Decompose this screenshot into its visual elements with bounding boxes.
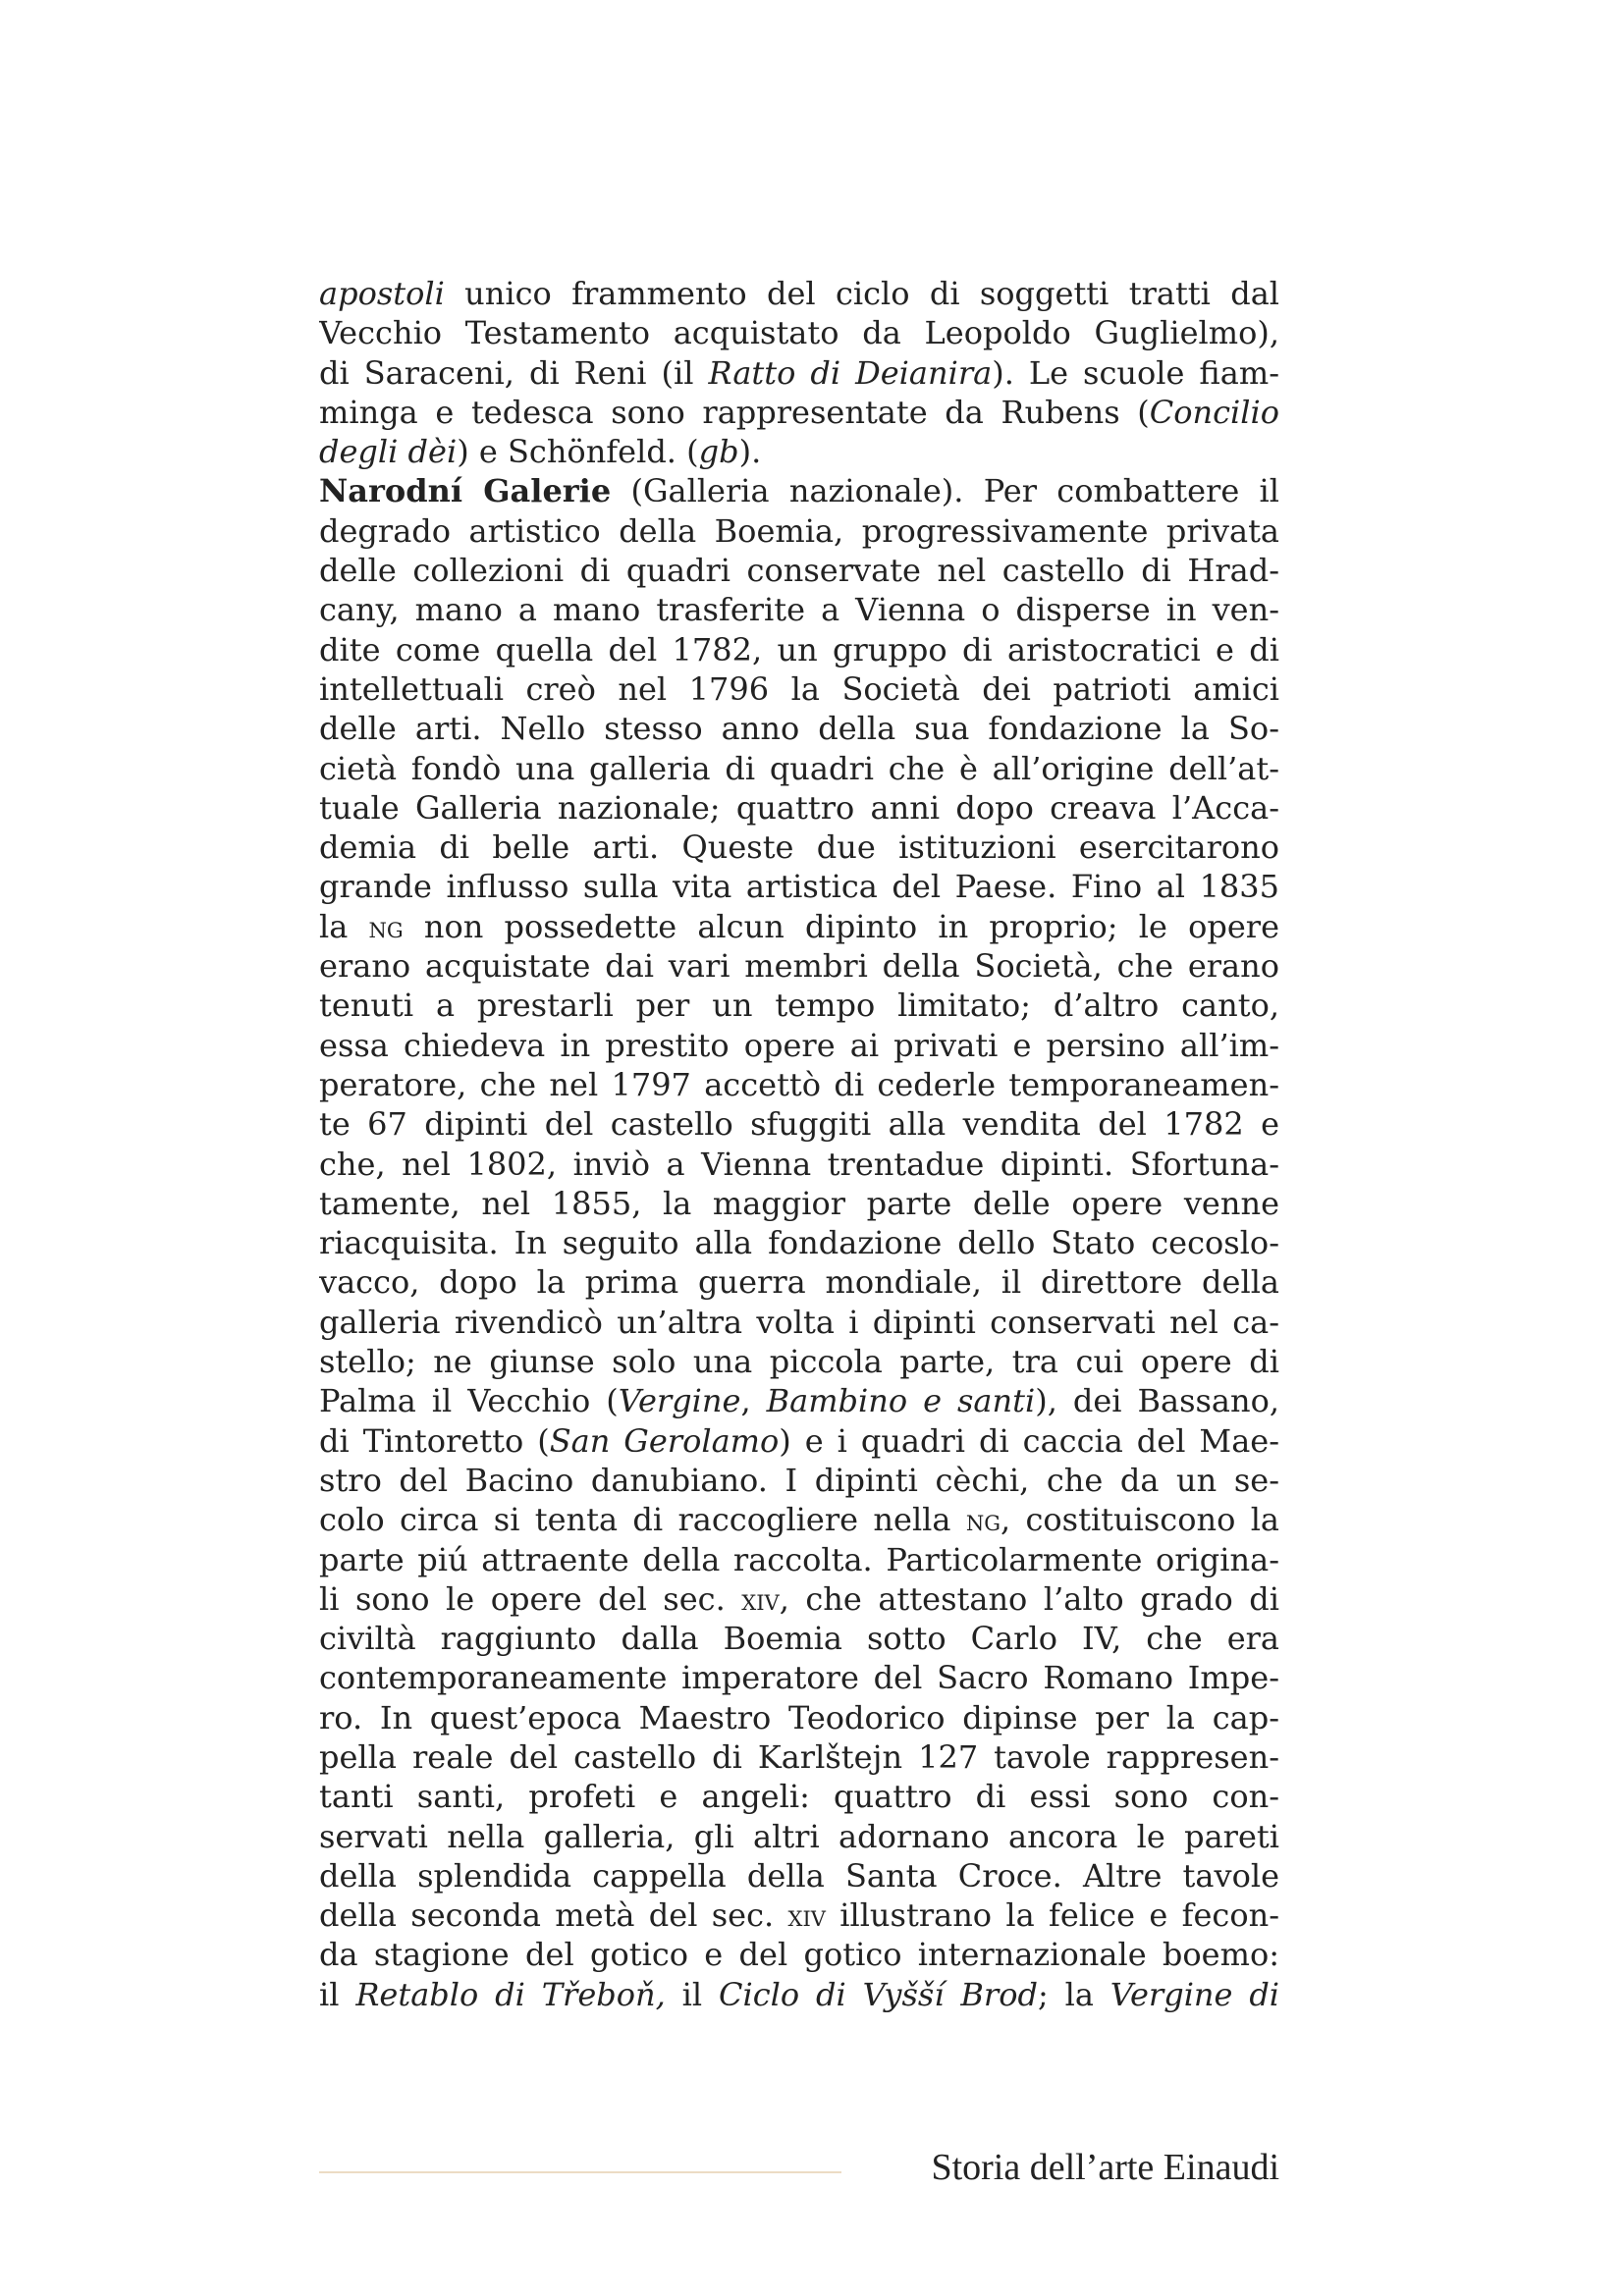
text-line [319, 1500, 1279, 1539]
text-line [319, 1698, 1279, 1737]
text-run: il [319, 1975, 356, 2013]
text-line [319, 1540, 1279, 1579]
text-line [319, 1935, 1279, 1974]
text-line [319, 630, 1279, 669]
text-run: minga e tedesca sono rappresentate da Rubens ( [319, 393, 1150, 431]
text-run: te 67 dipinti del castello sfuggiti alla vendita del 1782 e [319, 1105, 1279, 1144]
text-run: galleria rivendicò un’altra volta i dipinti conservati nel ca- [319, 1303, 1279, 1341]
text-run: cietà fondò una galleria di quadri che è all’origine dell’at- [319, 749, 1279, 787]
text-line [319, 867, 1279, 906]
text-line [319, 669, 1279, 709]
text-run: tenuti a prestarli per un tempo limitato; d’altro canto, [319, 987, 1279, 1025]
italic-title: San Gerolamo [549, 1421, 780, 1460]
italic-title: gb [698, 433, 739, 471]
text-run: contemporaneamente imperatore del Sacro Romano Impe- [319, 1659, 1279, 1697]
text-line [319, 1461, 1279, 1500]
italic-title: Vergine [618, 1382, 741, 1420]
text-run: , che attestano l’alto grado di [779, 1579, 1279, 1618]
text-run: , costituiscono la [1000, 1501, 1279, 1539]
text-run: demia di belle arti. Queste due istituzioni esercitarono [319, 828, 1279, 867]
text-run: Palma il Vecchio ( [319, 1382, 619, 1420]
entry-heading: Narodní Galerie [319, 472, 612, 510]
text-line [319, 749, 1279, 788]
text-line [319, 1896, 1279, 1935]
text-run: , [740, 1382, 767, 1420]
italic-title: Ciclo di Vyšší Brod [719, 1975, 1038, 2013]
text-line [319, 393, 1279, 432]
text-line [319, 1104, 1279, 1144]
text-run: della seconda metà del sec. [319, 1896, 788, 1935]
italic-title: Concilio [1149, 393, 1279, 431]
italic-title: apostoli [319, 275, 445, 312]
italic-title: Bambino e santi [766, 1382, 1036, 1420]
text-run: ). Le scuole fiam- [992, 353, 1279, 392]
text-line [319, 1421, 1279, 1461]
text-line [319, 1381, 1279, 1420]
text-line [319, 432, 1279, 471]
text-run: riacquisita. In seguito alla fondazione dello Stato cecoslo- [319, 1224, 1279, 1262]
text-line [319, 313, 1279, 352]
text-line [319, 1342, 1279, 1381]
text-run: la [319, 907, 369, 945]
text-line [319, 1065, 1279, 1104]
italic-title: Retablo di Třeboň, [355, 1975, 666, 2013]
text-run: dite come quella del 1782, un gruppo di aristocratici e di [319, 630, 1279, 668]
text-run: delle collezioni di quadri conservate nel castello di Hrad- [319, 552, 1279, 590]
text-line [319, 353, 1279, 393]
text-run: intellettuali creò nel 1796 la Società dei patrioti amici [319, 669, 1279, 708]
small-caps-abbrev: ng [368, 910, 404, 944]
footer-rule [319, 2171, 841, 2173]
text-run: servati nella galleria, gli altri adornano ancora le pareti [319, 1817, 1279, 1855]
text-run: unico frammento del ciclo di soggetti tratti dal [444, 275, 1279, 312]
page-body [319, 274, 1279, 2014]
text-run: ; la [1037, 1975, 1110, 2013]
text-line [319, 1223, 1279, 1262]
text-run: tuale Galleria nazionale; quattro anni dopo creava l’Acca- [319, 788, 1279, 827]
text-line [319, 1262, 1279, 1302]
text-line [319, 551, 1279, 590]
text-run: essa chiedeva in prestito opere ai privati e persino all’im- [319, 1026, 1279, 1064]
text-line [319, 1975, 1279, 2014]
text-run: stro del Bacino danubiano. I dipinti cèchi, che da un se- [319, 1461, 1279, 1499]
text-run: il [665, 1975, 720, 2013]
text-line [319, 1145, 1279, 1184]
text-line [319, 590, 1279, 629]
text-run: vacco, dopo la prima guerra mondiale, il direttore della [319, 1263, 1279, 1302]
text-line [319, 1817, 1279, 1856]
text-run: di Tintoretto ( [319, 1421, 550, 1460]
text-line [319, 274, 1279, 313]
text-run: delle arti. Nello stesso anno della sua fondazione la So- [319, 710, 1279, 748]
text-run: ), dei Bassano, [1035, 1382, 1279, 1420]
text-line [319, 1777, 1279, 1816]
text-line [319, 1856, 1279, 1896]
text-run: stello; ne giunse solo una piccola parte, tra cui opere di [319, 1343, 1279, 1381]
text-run: grande influsso sulla vita artistica del Paese. Fino al 1835 [319, 868, 1279, 906]
italic-title: Vergine di [1109, 1975, 1279, 2013]
text-line [319, 907, 1279, 946]
text-run: cany, mano a mano trasferite a Vienna o disperse in ven- [319, 591, 1279, 629]
text-run: tamente, nel 1855, la maggior parte delle opere venne [319, 1184, 1279, 1222]
text-line [319, 1026, 1279, 1065]
paragraph-narodni-galerie [319, 471, 1279, 2014]
text-line [319, 1658, 1279, 1697]
text-run: degrado artistico della Boemia, progressivamente privata [319, 511, 1279, 550]
text-line [319, 511, 1279, 551]
text-line [319, 1303, 1279, 1342]
text-run: da stagione del gotico e del gotico internazionale boemo: [319, 1936, 1279, 1974]
text-run: erano acquistate dai vari membri della Società, che erano [319, 947, 1279, 986]
text-line [319, 946, 1279, 986]
text-line [319, 471, 1279, 510]
text-line [319, 1579, 1279, 1619]
italic-title: degli dèi [319, 433, 458, 471]
footer-title: Storia dell’arte Einaudi [931, 2147, 1279, 2188]
text-run: pella reale del castello di Karlštejn 127 tavole rappresen- [319, 1737, 1279, 1776]
text-run: ro. In quest’epoca Maestro Teodorico dipinse per la cap- [319, 1698, 1279, 1736]
text-run: che, nel 1802, inviò a Vienna trentadue dipinti. Sfortuna- [319, 1145, 1279, 1183]
text-line [319, 709, 1279, 748]
text-run: colo circa si tenta di raccogliere nella [319, 1501, 966, 1539]
italic-title: Ratto di Deianira [708, 353, 993, 392]
text-line [319, 1184, 1279, 1223]
text-run: tanti santi, profeti e angeli: quattro di essi sono con- [319, 1778, 1279, 1816]
text-run: parte piú attraente della raccolta. Particolarmente origina- [319, 1540, 1279, 1578]
paragraph-collections-end [319, 274, 1279, 471]
small-caps-abbrev: xiv [787, 1899, 826, 1934]
text-line [319, 788, 1279, 828]
text-run: (Galleria nazionale). Per combattere il [611, 472, 1279, 510]
text-run: non possedette alcun dipinto in proprio; le opere [403, 907, 1279, 945]
text-line [319, 986, 1279, 1025]
text-run: civiltà raggiunto dalla Boemia sotto Carlo IV, che era [319, 1620, 1279, 1658]
text-run: ). [738, 433, 762, 471]
small-caps-abbrev: xiv [741, 1582, 780, 1617]
text-line [319, 828, 1279, 867]
text-run: li sono le opere del sec. [319, 1579, 742, 1618]
text-run: ) e i quadri di caccia del Mae- [779, 1421, 1279, 1460]
text-run: della splendida cappella della Santa Croce. Altre tavole [319, 1856, 1279, 1895]
text-line [319, 1619, 1279, 1658]
text-line [319, 1737, 1279, 1777]
small-caps-abbrev: ng [965, 1504, 1001, 1538]
text-run: illustrano la felice e fecon- [825, 1896, 1279, 1935]
text-run: ) e Schönfeld. ( [457, 433, 699, 471]
text-run: peratore, che nel 1797 accettò di cederle temporaneamen- [319, 1065, 1279, 1103]
text-run: di Saraceni, di Reni (il [319, 353, 709, 392]
text-run: Vecchio Testamento acquistato da Leopoldo Guglielmo), [319, 314, 1279, 352]
